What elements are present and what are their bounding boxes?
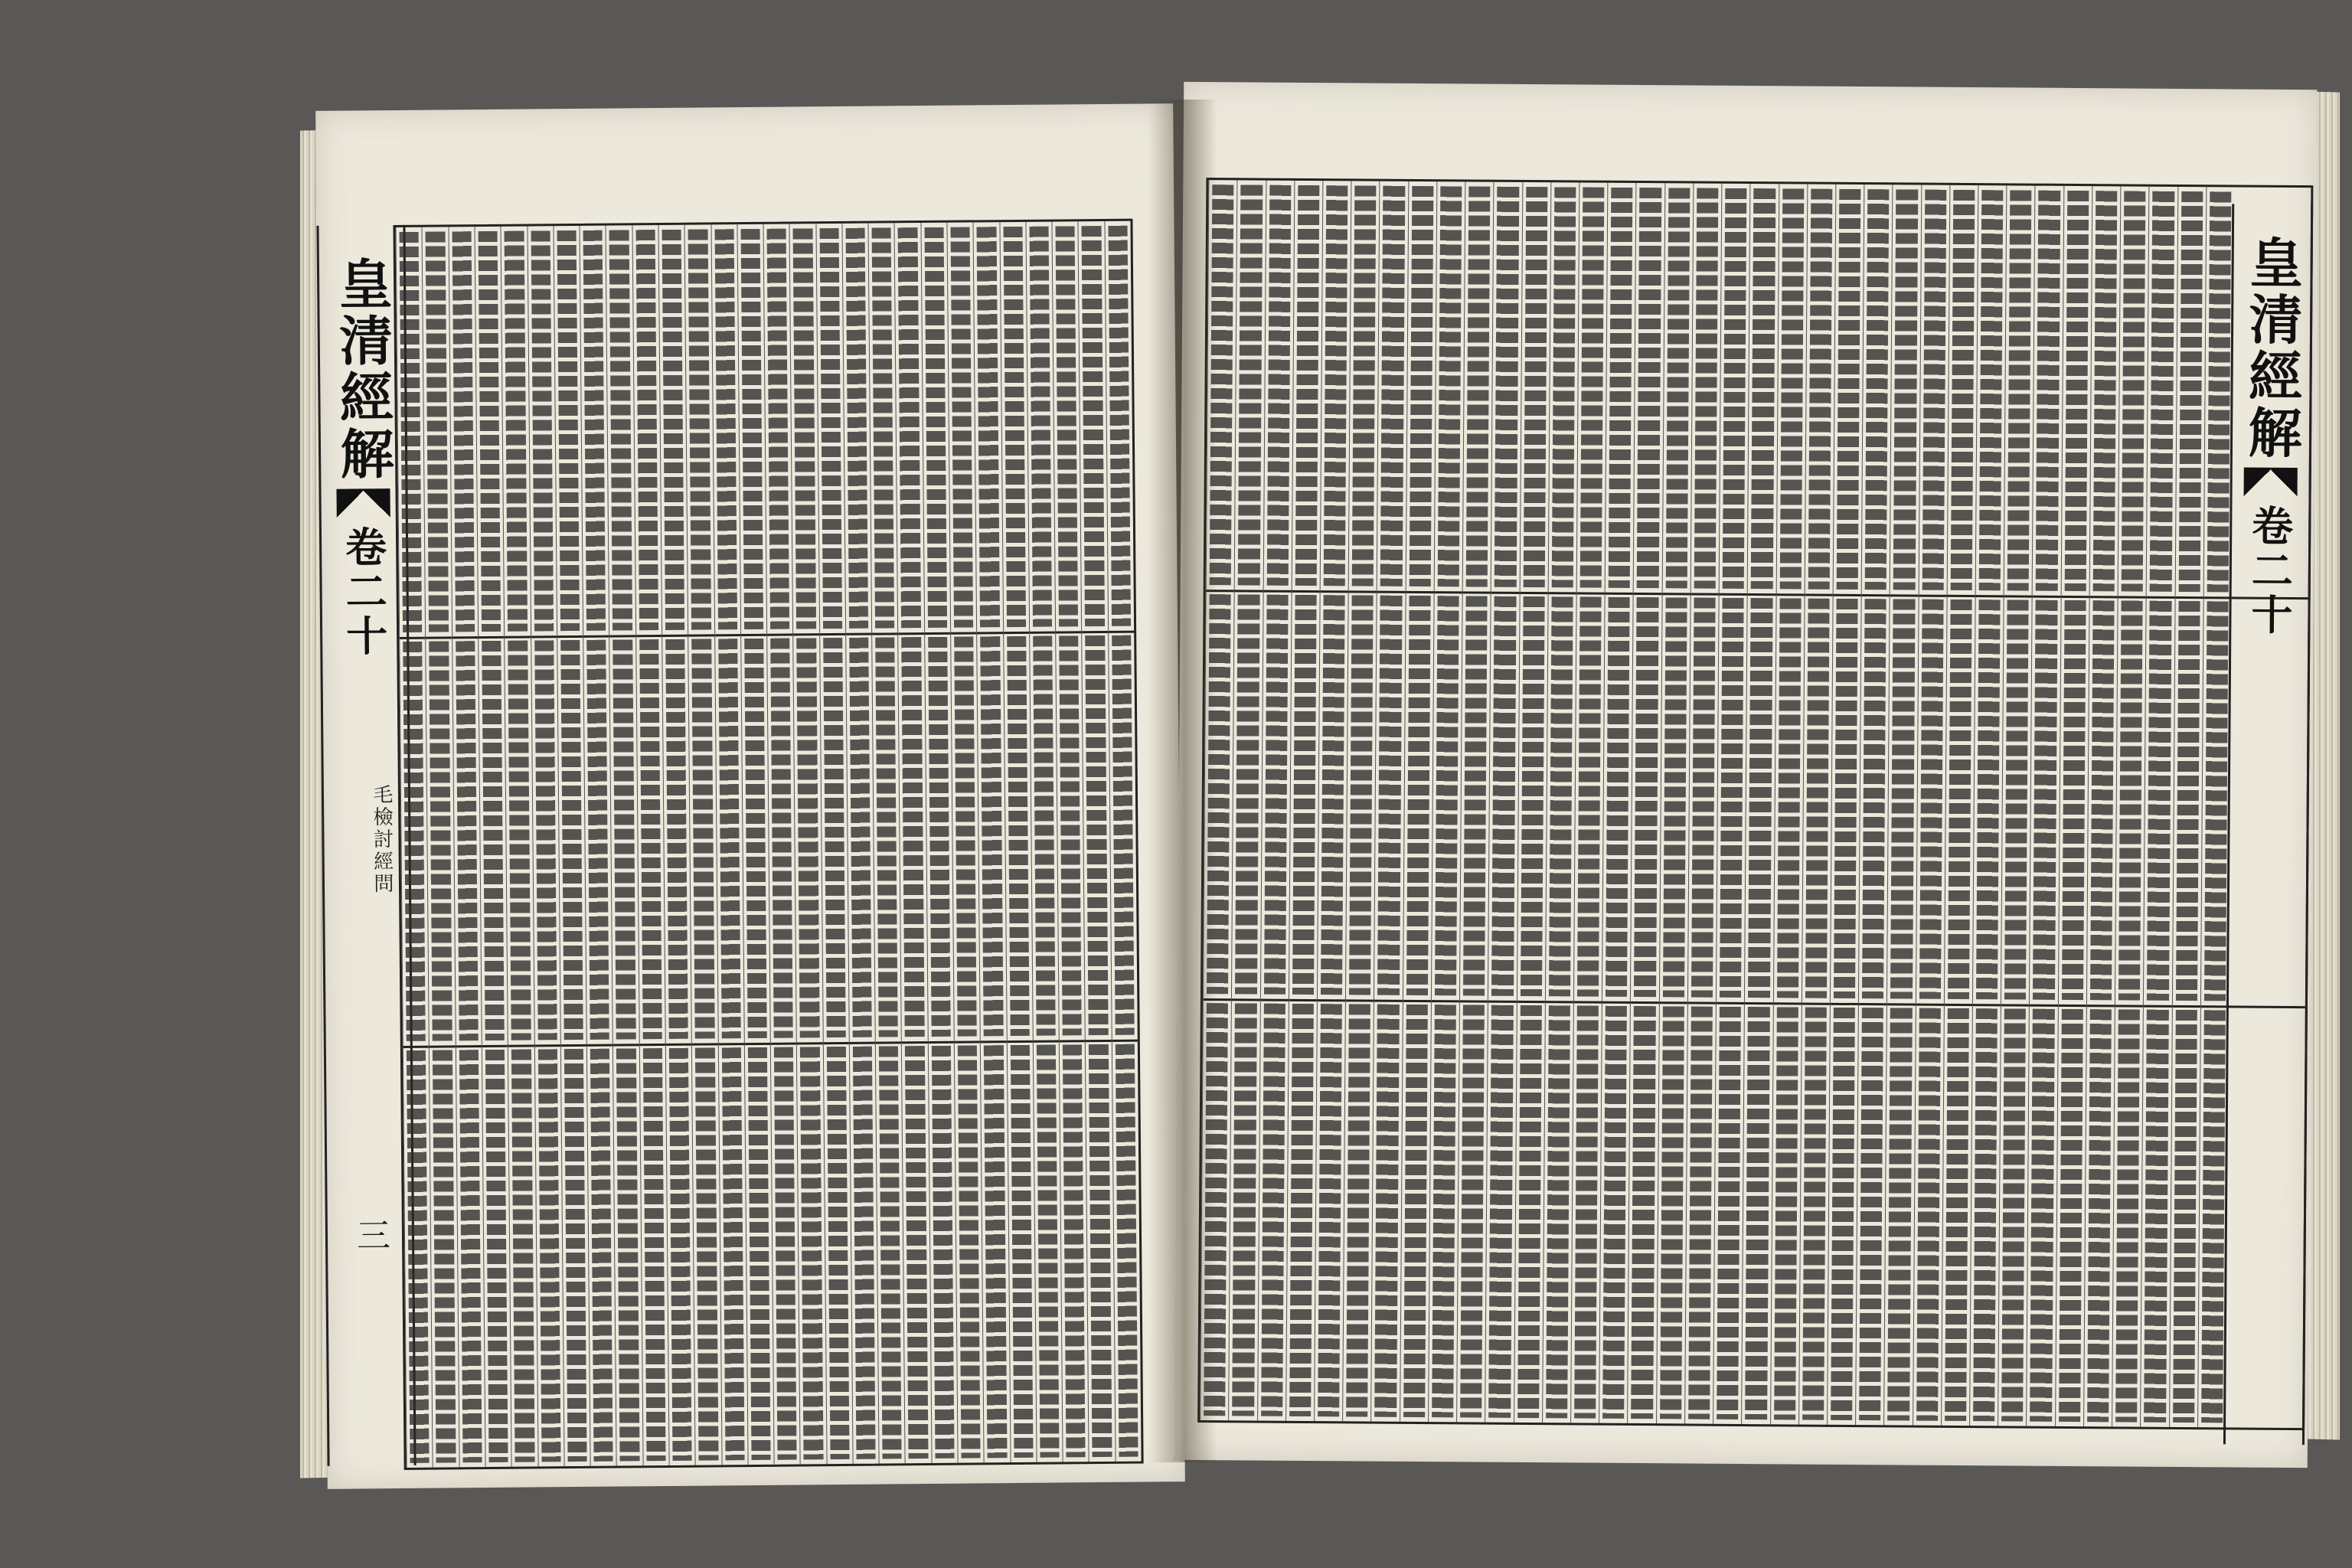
- text-column: [1998, 1004, 2029, 1426]
- right-text-frame: [1197, 178, 2313, 1430]
- text-column: [2112, 1005, 2143, 1427]
- text-column: [2001, 595, 2032, 1004]
- text-column: [770, 1043, 800, 1465]
- text-column: [1630, 593, 1661, 1002]
- text-column: [609, 635, 639, 1044]
- text-column: [1488, 591, 1519, 1001]
- author-note: 毛檢討經問: [369, 784, 394, 896]
- text-column: [557, 635, 586, 1044]
- right-register-middle: [1203, 590, 2232, 1006]
- fish-tail-mark: [2244, 468, 2298, 498]
- text-column: [898, 632, 928, 1042]
- text-column: [474, 227, 504, 636]
- text-column: [1260, 590, 1292, 999]
- text-column: [429, 1046, 459, 1468]
- text-column: [665, 1044, 695, 1465]
- text-column: [1112, 1040, 1142, 1462]
- text-column: [819, 633, 849, 1043]
- text-column: [714, 634, 744, 1044]
- text-column: [1006, 1040, 1036, 1462]
- text-column: [1348, 181, 1380, 590]
- text-column: [2146, 187, 2177, 596]
- text-column: [2089, 186, 2121, 596]
- text-column: [737, 224, 766, 634]
- text-column: [684, 224, 714, 634]
- text-column: [396, 227, 426, 637]
- text-column: [1317, 590, 1348, 1000]
- text-column: [1690, 184, 1722, 593]
- text-column: [1456, 1001, 1488, 1423]
- text-column: [2058, 595, 2089, 1004]
- text-column: [1830, 593, 1861, 1003]
- text-column: [1459, 591, 1491, 1001]
- right-register-top: [1206, 180, 2235, 596]
- text-column: [1599, 1001, 1630, 1423]
- text-column: [1003, 631, 1033, 1040]
- text-column: [2118, 186, 2149, 596]
- text-column: [1827, 1003, 1858, 1425]
- text-column: [1627, 1001, 1658, 1423]
- text-column: [1833, 185, 1864, 594]
- text-column: [845, 632, 875, 1042]
- text-column: [717, 1043, 747, 1465]
- text-column: [504, 635, 534, 1045]
- text-column: [1661, 183, 1693, 593]
- text-column: [2086, 596, 2118, 1005]
- text-column: [399, 636, 429, 1046]
- text-column: [2060, 186, 2092, 596]
- text-column: [1314, 999, 1345, 1421]
- text-column: [894, 223, 924, 632]
- text-column: [766, 633, 796, 1043]
- text-column: [1602, 592, 1633, 1001]
- text-column: [1033, 1040, 1063, 1462]
- text-column: [1228, 999, 1259, 1421]
- text-column: [1744, 593, 1775, 1003]
- text-column: [1082, 631, 1112, 1040]
- text-column: [2083, 1004, 2115, 1426]
- text-column: [1405, 181, 1436, 591]
- text-column: [1855, 1003, 1886, 1425]
- text-column: [789, 224, 819, 633]
- text-column: [875, 1041, 905, 1463]
- text-column: [1519, 182, 1550, 592]
- text-column: [901, 1041, 931, 1463]
- text-column: [1371, 1000, 1403, 1422]
- text-column: [1052, 221, 1082, 631]
- text-column: [531, 635, 560, 1045]
- text-column: [527, 226, 557, 635]
- text-column: [1289, 590, 1320, 999]
- text-column: [1770, 1002, 1802, 1424]
- text-column: [2055, 1004, 2086, 1426]
- text-column: [1944, 594, 1975, 1004]
- book-gutter: [1148, 100, 1217, 1462]
- text-column: [1547, 182, 1579, 592]
- text-column: [1542, 1001, 1573, 1423]
- text-column: [501, 227, 531, 636]
- book-title-right: 皇清經解: [2239, 234, 2305, 462]
- text-column: [1104, 221, 1134, 631]
- text-column: [1055, 631, 1085, 1040]
- text-column: [2032, 186, 2063, 596]
- text-column: [1913, 1004, 1944, 1426]
- text-column: [1434, 181, 1465, 591]
- text-column: [980, 1040, 1010, 1462]
- text-column: [560, 1044, 590, 1466]
- text-column: [448, 227, 478, 636]
- page-number: 三: [350, 1217, 390, 1252]
- text-column: [639, 1044, 668, 1465]
- fish-tail-mark: [336, 488, 390, 520]
- text-column: [822, 1042, 852, 1464]
- text-column: [1377, 181, 1408, 591]
- text-column: [1741, 1002, 1772, 1424]
- left-register-bottom: [403, 1040, 1142, 1468]
- text-column: [796, 1042, 826, 1464]
- text-column: [632, 225, 662, 635]
- text-column: [973, 222, 1003, 632]
- volume-marker: 卷二十: [338, 525, 389, 659]
- text-column: [688, 634, 717, 1044]
- text-column: [422, 227, 452, 636]
- text-column: [1428, 1000, 1459, 1422]
- right-margin-column: [2223, 204, 2313, 1445]
- text-column: [1263, 181, 1294, 590]
- right-page: [1174, 82, 2318, 1468]
- text-column: [1684, 1002, 1716, 1424]
- text-column: [1747, 184, 1779, 593]
- text-column: [482, 1045, 511, 1467]
- right-register-bottom: [1200, 998, 2229, 1427]
- text-column: [1374, 590, 1405, 1000]
- left-register-top: [395, 221, 1134, 637]
- text-column: [710, 224, 740, 634]
- text-column: [2115, 596, 2146, 1005]
- text-column: [2171, 596, 2203, 1005]
- text-column: [1916, 594, 1947, 1004]
- text-column: [1975, 185, 2007, 595]
- text-column: [1804, 185, 1835, 594]
- text-column: [2174, 187, 2206, 596]
- text-column: [1108, 630, 1138, 1040]
- volume-marker-right: 卷二十: [2244, 504, 2295, 638]
- left-register-middle: [399, 630, 1138, 1046]
- text-column: [1656, 1001, 1687, 1423]
- text-column: [1257, 999, 1289, 1421]
- text-column: [1716, 593, 1747, 1002]
- text-column: [508, 1045, 537, 1467]
- text-column: [841, 224, 871, 633]
- text-column: [947, 222, 977, 632]
- text-column: [871, 632, 901, 1042]
- text-column: [1078, 221, 1108, 631]
- text-column: [868, 223, 898, 632]
- text-column: [1659, 593, 1690, 1002]
- text-column: [1883, 1003, 1915, 1425]
- left-page: [315, 103, 1185, 1489]
- text-column: [1775, 184, 1807, 593]
- text-column: [1514, 1001, 1545, 1423]
- text-column: [1573, 592, 1605, 1001]
- text-column: [606, 225, 635, 635]
- text-column: [456, 1045, 485, 1467]
- text-column: [612, 1044, 642, 1465]
- text-column: [1029, 631, 1059, 1040]
- text-column: [2143, 596, 2174, 1005]
- text-column: [426, 636, 456, 1046]
- text-column: [976, 632, 1006, 1041]
- text-column: [849, 1042, 879, 1464]
- text-column: [1545, 592, 1576, 1001]
- text-column: [1946, 185, 1978, 595]
- text-column: [1485, 1001, 1516, 1423]
- text-column: [1861, 185, 1893, 594]
- text-column: [740, 633, 770, 1043]
- text-column: [792, 633, 822, 1043]
- text-column: [1085, 1040, 1115, 1462]
- text-column: [1972, 595, 2004, 1004]
- text-column: [658, 225, 688, 635]
- text-column: [928, 1041, 958, 1463]
- text-column: [1969, 1004, 2001, 1426]
- text-column: [452, 636, 482, 1046]
- text-column: [1941, 1004, 1972, 1426]
- text-column: [1576, 182, 1608, 592]
- text-column: [1345, 590, 1377, 1000]
- text-column: [1713, 1002, 1744, 1424]
- text-column: [920, 223, 950, 632]
- text-column: [1802, 593, 1833, 1003]
- text-column: [553, 226, 583, 635]
- text-column: [1291, 181, 1322, 590]
- text-column: [403, 1046, 433, 1468]
- text-column: [635, 635, 665, 1044]
- text-column: [815, 224, 845, 633]
- book-title: 皇清經解: [329, 256, 396, 483]
- text-column: [1570, 1001, 1602, 1423]
- text-column: [580, 226, 609, 635]
- text-column: [1491, 182, 1522, 592]
- text-column: [1886, 594, 1918, 1004]
- text-column: [924, 632, 954, 1041]
- text-column: [662, 634, 691, 1044]
- text-column: [1918, 185, 1949, 595]
- text-column: [1516, 592, 1547, 1001]
- text-column: [1234, 180, 1266, 590]
- text-column: [954, 1041, 984, 1463]
- text-column: [1025, 222, 1055, 632]
- text-column: [1798, 1003, 1830, 1425]
- text-column: [1719, 184, 1750, 593]
- text-column: [2029, 595, 2060, 1004]
- text-column: [999, 222, 1029, 632]
- text-column: [1772, 593, 1804, 1003]
- text-column: [1633, 183, 1664, 593]
- text-column: [744, 1043, 774, 1465]
- text-column: [2140, 1005, 2171, 1427]
- text-column: [1858, 594, 1890, 1004]
- text-column: [2169, 1005, 2200, 1427]
- text-column: [534, 1044, 564, 1466]
- text-column: [763, 224, 793, 634]
- text-column: [1342, 1000, 1374, 1422]
- text-column: [1890, 185, 1921, 594]
- text-column: [2004, 185, 2035, 595]
- text-column: [1320, 181, 1351, 590]
- text-column: [1431, 591, 1462, 1001]
- text-column: [1400, 1000, 1431, 1422]
- text-column: [583, 635, 612, 1044]
- text-column: [1231, 590, 1263, 999]
- text-column: [1403, 590, 1434, 1000]
- text-column: [2027, 1004, 2058, 1426]
- text-column: [691, 1044, 721, 1465]
- text-column: [1462, 181, 1494, 591]
- left-text-frame: [393, 219, 1143, 1470]
- text-column: [478, 635, 508, 1045]
- text-column: [1605, 183, 1636, 593]
- text-column: [950, 632, 980, 1041]
- text-column: [1059, 1040, 1089, 1462]
- text-column: [1687, 593, 1719, 1002]
- text-column: [1285, 999, 1317, 1421]
- text-column: [586, 1044, 616, 1466]
